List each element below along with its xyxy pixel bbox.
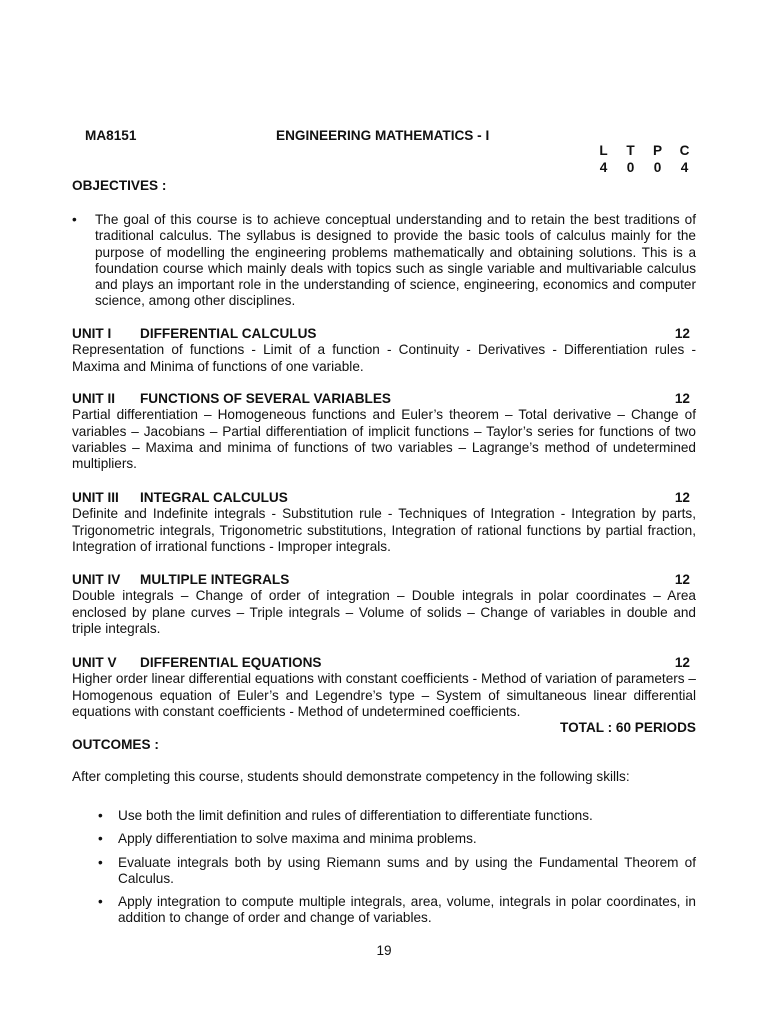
unit-content: Partial differentiation – Homogeneous functions and Euler’s theorem – Total derivative – Change of variables – Jacobians – Partial differentiation of implicit functions – Taylor’s series for functions of two variables – Maxima and minima of functions of two variables – Lagrange’s method of undetermined multipliers. <box>72 407 696 472</box>
ltpc-values <box>590 160 700 176</box>
total-periods: TOTAL : 60 PERIODS <box>560 720 696 735</box>
ltpc-labels <box>590 143 700 159</box>
unit-4 <box>72 572 696 637</box>
objective-item <box>72 212 696 310</box>
unit-hours: 12 <box>674 391 690 406</box>
unit-hours: 12 <box>674 572 690 587</box>
bullet-icon: • <box>72 212 77 227</box>
ltpc-label-c: C <box>679 143 690 158</box>
unit-title: MULTIPLE INTEGRALS <box>140 572 290 587</box>
ltpc-value-c: 4 <box>680 160 689 175</box>
outcomes-intro: After completing this course, students should demonstrate competency in the following skills: <box>72 769 630 784</box>
unit-content: Double integrals – Change of order of integration – Double integrals in polar coordinates – Area enclosed by plane curves – Triple integrals – Volume of solids – Change of variables in double and triple integrals. <box>72 588 696 636</box>
unit-title: INTEGRAL CALCULUS <box>140 490 288 505</box>
bullet-icon: • <box>98 854 103 870</box>
unit-heading <box>72 391 696 407</box>
course-title: ENGINEERING MATHEMATICS - I <box>276 128 490 143</box>
ltpc-value-l: 4 <box>599 160 608 175</box>
ltpc-value-p: 0 <box>653 160 662 175</box>
ltpc-label-l: L <box>599 143 608 158</box>
unit-number: UNIT I <box>72 326 112 341</box>
course-code: MA8151 <box>85 128 137 143</box>
unit-heading <box>72 326 696 342</box>
unit-heading <box>72 655 696 671</box>
bullet-icon: • <box>98 808 103 823</box>
unit-title: DIFFERENTIAL CALCULUS <box>140 326 317 341</box>
ltpc-value-t: 0 <box>626 160 635 175</box>
outcome-text: Apply differentiation to solve maxima and minima problems. <box>118 831 477 847</box>
unit-1 <box>72 326 696 375</box>
unit-number: UNIT II <box>72 391 116 406</box>
outcomes-heading: OUTCOMES : <box>72 737 159 752</box>
unit-heading <box>72 572 696 588</box>
unit-number: UNIT V <box>72 655 117 670</box>
unit-heading <box>72 490 696 506</box>
unit-content: Higher order linear differential equations with constant coefficients - Method of variation of parameters – Homogenous equation of Euler’s and Legendre’s type – System of simultaneous linear differential equations with constant coefficients - Method of undetermined coefficients. <box>72 671 696 719</box>
unit-number: UNIT IV <box>72 572 121 587</box>
unit-5 <box>72 655 696 720</box>
unit-hours: 12 <box>674 655 690 670</box>
list-item <box>96 894 696 927</box>
unit-hours: 12 <box>674 326 690 341</box>
bullet-icon: • <box>98 831 103 847</box>
unit-content: Representation of functions - Limit of a function - Continuity - Derivatives - Differentiation rules - Maxima and Minima of functions of one variable. <box>72 342 696 374</box>
unit-title: DIFFERENTIAL EQUATIONS <box>140 655 322 670</box>
objectives-heading: OBJECTIVES : <box>72 178 167 193</box>
objective-text: The goal of this course is to achieve conceptual understanding and to retain the best traditions of traditional calculus. The syllabus is designed to provide the basic tools of calculus mainly for the purpose of modelling the engineering problems mathematically and obtaining solutions. This is a foundation course which mainly deals with topics such as single variable and multivariable calculus and plays an important role in the understanding of science, engineering, economics and computer science, among other disciplines. <box>95 212 696 309</box>
unit-3 <box>72 490 696 555</box>
bullet-icon: • <box>98 894 103 910</box>
unit-2 <box>72 391 696 472</box>
unit-content: Definite and Indefinite integrals - Substitution rule - Techniques of Integration - Integration by parts, Trigonometric integrals, Trigonometric substitutions, Integration of rational functions by partial fraction, Integration of irrational functions - Improper integrals. <box>72 506 696 554</box>
ltpc-label-p: P <box>652 143 663 158</box>
outcome-text: Use both the limit definition and rules of differentiation to differentiate functions. <box>118 808 593 823</box>
unit-title: FUNCTIONS OF SEVERAL VARIABLES <box>140 391 391 406</box>
unit-hours: 12 <box>674 490 690 505</box>
list-item <box>96 831 696 847</box>
outcome-text: Apply integration to compute multiple integrals, area, volume, integrals in polar coordinates, in addition to change of order and change of variables. <box>118 894 696 926</box>
outcomes-list <box>96 808 696 934</box>
ltpc-label-t: T <box>626 143 635 158</box>
list-item <box>96 808 696 824</box>
unit-number: UNIT III <box>72 490 119 505</box>
list-item <box>96 855 696 888</box>
page-number: 19 <box>376 943 392 958</box>
outcome-text: Evaluate integrals both by using Riemann sums and by using the Fundamental Theorem of Calculus. <box>118 854 696 886</box>
